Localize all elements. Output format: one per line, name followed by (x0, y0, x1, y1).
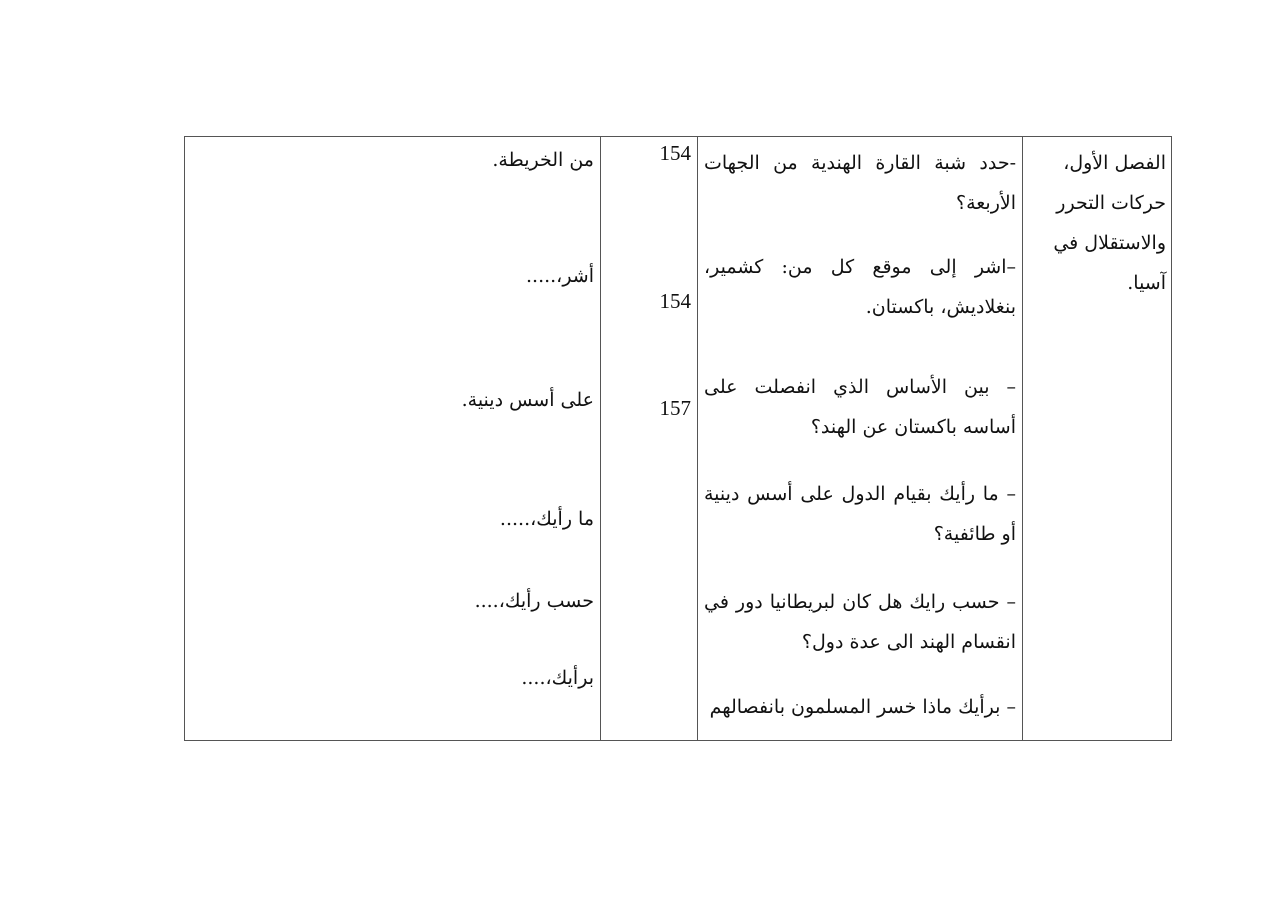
questions-column (697, 137, 1022, 740)
question-5: – حسب رايك هل كان لبريطانيا دور في انقسام الهند الى عدة دول؟ (704, 591, 1016, 653)
hint-text: ما رأيك،..... (499, 508, 594, 530)
hint-text: حسب رأيك،.... (474, 590, 594, 612)
lesson-table (184, 136, 1172, 741)
hint-text: أشر،..... (525, 265, 594, 287)
question-3: – بين الأساس الذي انفصلت على أساسه باكستان عن الهند؟ (704, 376, 1016, 438)
hint-text: برأيك،.... (521, 667, 594, 689)
page-number: 154 (659, 289, 691, 313)
hint-text: من الخريطة. (492, 149, 594, 171)
hint-text: على أسس دينية. (461, 389, 594, 411)
question-6: – برأيك ماذا خسر المسلمون بانفصالهم (709, 696, 1016, 718)
pages-column (600, 137, 697, 740)
chapter-title: الفصل الأول، حركات التحرر والاستقلال في آسيا. (1053, 152, 1166, 294)
question-1: -حدد شبة القارة الهندية من الجهات الأربعة؟ (704, 152, 1016, 214)
hints-column (185, 137, 600, 740)
page-number: 157 (659, 396, 691, 420)
chapter-column (1022, 137, 1172, 740)
question-4: – ما رأيك بقيام الدول على أسس دينية أو طائفية؟ (704, 483, 1016, 545)
question-2: –اشر إلى موقع كل من: كشمير، بنغلاديش، باكستان. (704, 256, 1016, 318)
page-number: 154 (659, 141, 691, 165)
